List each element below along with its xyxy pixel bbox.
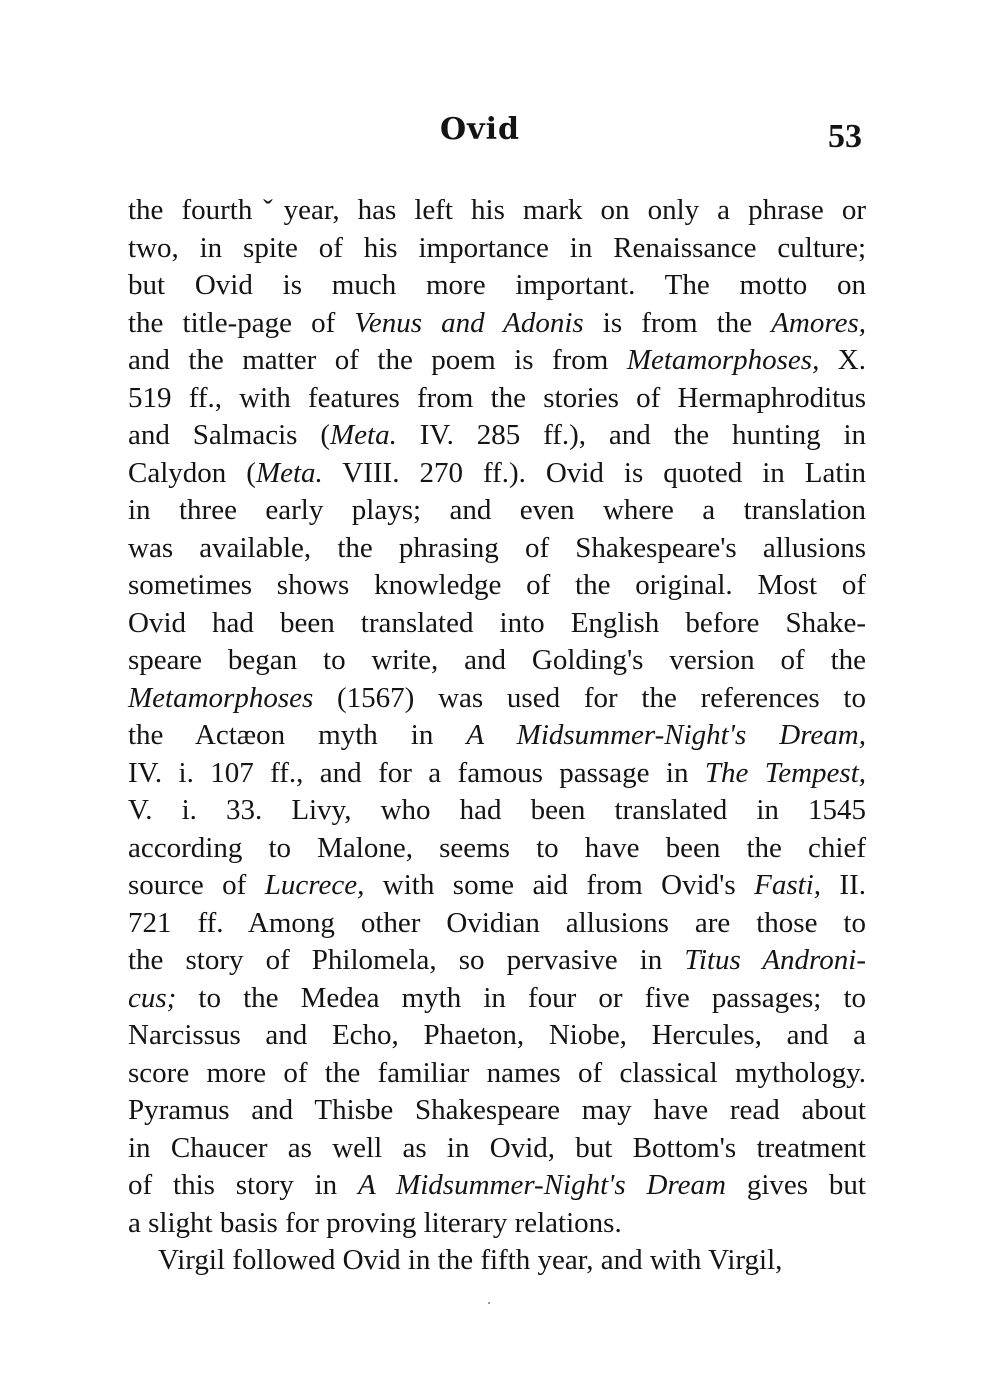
text-run: source of bbox=[128, 869, 265, 901]
italic-title: The Tempest, bbox=[704, 756, 867, 789]
text-line bbox=[128, 492, 866, 530]
italic-title: Meta. bbox=[329, 419, 397, 451]
italic-title: Metamorphoses, bbox=[626, 344, 820, 376]
text-run: the title-page of bbox=[128, 306, 355, 339]
italic-title: cus; bbox=[128, 981, 177, 1014]
italic-title: A Midsummer-Night's Dream, bbox=[466, 719, 866, 751]
italic-title: Lucrece, bbox=[264, 869, 365, 901]
text-run: IV. 285 ff.), and the hunting in bbox=[396, 419, 866, 451]
text-run: is from the bbox=[583, 306, 772, 339]
text-run: with some aid from Ovid's bbox=[364, 869, 755, 901]
text-run: IV. i. 107 ff., and for a famous passage in bbox=[128, 756, 705, 789]
text-run: the story of Philomela, so pervasive in bbox=[128, 944, 685, 976]
text-run: sometimes shows knowledge of the original. Most of bbox=[128, 569, 866, 601]
text-line bbox=[128, 980, 866, 1018]
text-line bbox=[128, 1092, 866, 1130]
text-run: X. bbox=[819, 344, 866, 376]
text-run: (1567) was used for the references to bbox=[313, 681, 866, 714]
text-line bbox=[128, 192, 866, 230]
text-line bbox=[128, 230, 866, 268]
text-line bbox=[128, 567, 866, 605]
text-run: a slight basis for proving literary relations. bbox=[128, 1206, 622, 1239]
text-line bbox=[128, 755, 866, 793]
text-line bbox=[128, 792, 866, 830]
text-line bbox=[128, 342, 866, 380]
text-line bbox=[128, 605, 866, 643]
text-run: Narcissus and Echo, Phaeton, Niobe, Hercules, and a bbox=[128, 1019, 866, 1051]
text-run: and Salmacis ( bbox=[128, 419, 330, 451]
text-line bbox=[128, 380, 866, 418]
italic-title: Amores, bbox=[771, 306, 866, 339]
body-text bbox=[128, 192, 866, 1280]
print-speck bbox=[488, 1302, 490, 1304]
text-run: in Chaucer as well as in Ovid, but Bottom's treatment bbox=[128, 1131, 866, 1164]
text-run: and the matter of the poem is from bbox=[128, 344, 627, 376]
running-head: Ovid bbox=[440, 112, 520, 147]
text-line bbox=[128, 455, 866, 493]
text-run: but Ovid is much more important. The motto on bbox=[128, 269, 866, 301]
text-line bbox=[128, 305, 866, 343]
text-run: the Actæon myth in bbox=[128, 719, 467, 751]
text-line bbox=[128, 267, 866, 305]
italic-title: Metamorphoses bbox=[128, 681, 314, 714]
text-line bbox=[128, 905, 866, 943]
text-run: speare began to write, and Golding's version of the bbox=[128, 644, 866, 676]
text-run: 721 ff. Among other Ovidian allusions are those to bbox=[128, 906, 866, 939]
text-run: in three early plays; and even where a translation bbox=[128, 494, 866, 526]
text-line bbox=[128, 830, 866, 868]
text-line bbox=[128, 867, 866, 905]
text-run: Calydon ( bbox=[128, 456, 256, 489]
text-run: 519 ff., with features from the stories of Hermaphroditus bbox=[128, 381, 866, 414]
text-line bbox=[128, 717, 866, 755]
text-line bbox=[128, 530, 866, 568]
text-line bbox=[128, 1205, 866, 1243]
text-line bbox=[128, 680, 866, 718]
text-line bbox=[128, 1130, 866, 1168]
text-line bbox=[128, 417, 866, 455]
italic-title: Venus and Adonis bbox=[354, 306, 584, 339]
italic-title: Fasti, bbox=[754, 869, 821, 901]
text-run: VIII. 270 ff.). Ovid is quoted in Latin bbox=[322, 456, 866, 489]
text-run: the fourth bbox=[128, 194, 253, 226]
text-run: Ovid had been translated into English before Shake- bbox=[128, 606, 866, 639]
text-line bbox=[128, 1167, 866, 1205]
text-run: V. i. 33. Livy, who had been translated in 1545 bbox=[128, 794, 866, 826]
text-run: score more of the familiar names of classical mythology. bbox=[128, 1056, 866, 1089]
text-run: gives but bbox=[725, 1169, 866, 1201]
text-run: year, has left his mark on only a phrase or bbox=[283, 194, 866, 226]
text-line bbox=[128, 942, 866, 980]
italic-title: Meta. bbox=[255, 456, 323, 489]
page-number: 53 bbox=[828, 118, 862, 155]
text-line bbox=[128, 642, 866, 680]
text-run: Pyramus and Thisbe Shakespeare may have read about bbox=[128, 1094, 866, 1126]
text-run: was available, the phrasing of Shakespeare's allusions bbox=[128, 531, 866, 564]
text-line bbox=[128, 1242, 866, 1280]
italic-title: A Midsummer-Night's Dream bbox=[358, 1169, 726, 1201]
text-line bbox=[128, 1017, 866, 1055]
italic-title: Titus Androni- bbox=[684, 944, 866, 976]
text-run: of this story in bbox=[128, 1169, 359, 1201]
text-run: according to Malone, seems to have been the chief bbox=[128, 831, 866, 864]
text-run: two, in spite of his importance in Renaissance culture; bbox=[128, 231, 866, 264]
text-run: II. bbox=[820, 869, 866, 901]
text-run: to the Medea myth in four or five passages; to bbox=[176, 981, 866, 1014]
text-line bbox=[128, 1055, 866, 1093]
text-run: Virgil followed Ovid in the fifth year, and with Virgil, bbox=[158, 1244, 783, 1276]
text-run: ˇ bbox=[252, 194, 284, 226]
